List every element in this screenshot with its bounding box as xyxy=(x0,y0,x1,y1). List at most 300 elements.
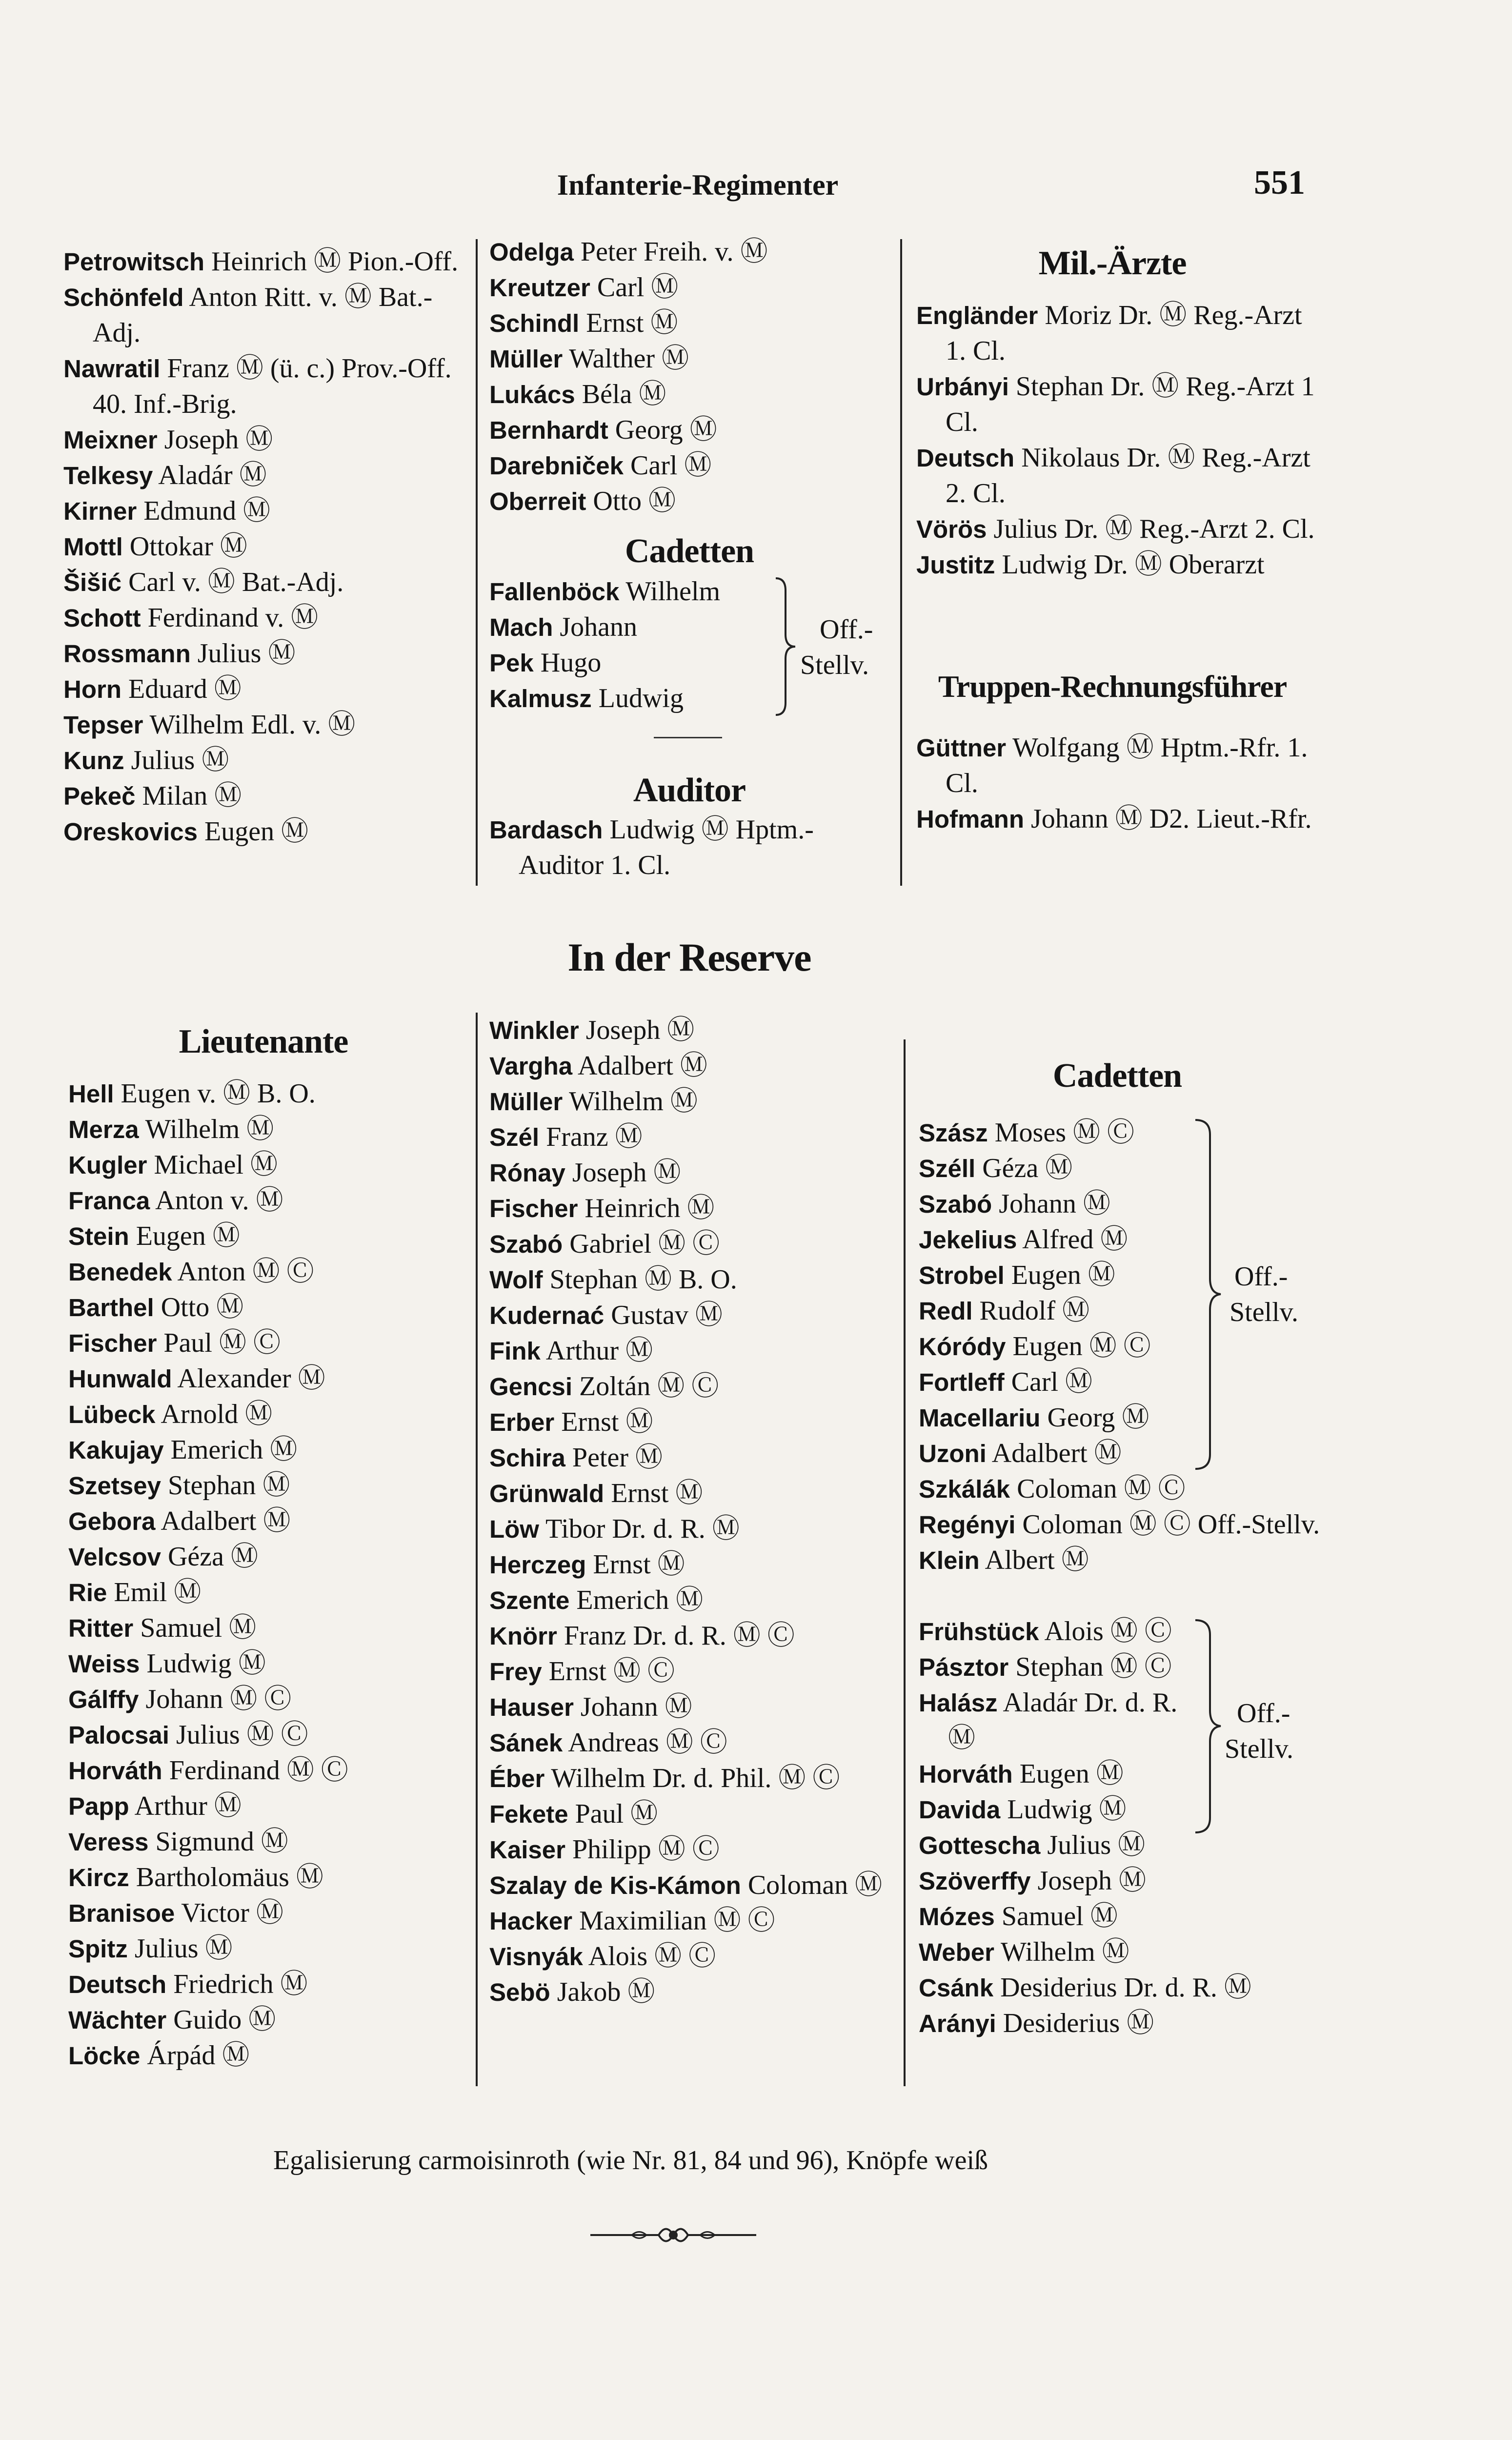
entry-surname: Franca xyxy=(68,1187,150,1215)
list-item xyxy=(919,1649,1202,1685)
entry-surname: Fischer xyxy=(489,1195,578,1222)
list-item xyxy=(68,1076,468,1112)
entry-details: Edmund Ⓜ xyxy=(143,496,270,526)
entry-surname: Szöverffy xyxy=(919,1867,1031,1895)
entry-details: Julius Ⓜ xyxy=(131,745,229,775)
entry-surname: Grünwald xyxy=(489,1480,605,1507)
entry-details: Coloman Ⓜ xyxy=(747,1870,883,1900)
entry-details: Heinrich Ⓜ Pion.-Off. xyxy=(211,246,459,277)
list-item xyxy=(63,351,464,422)
entry-surname: Szetsey xyxy=(68,1472,161,1500)
entry-surname: Kaiser xyxy=(489,1836,565,1864)
entry-details: Eugen Ⓜ Ⓒ xyxy=(1012,1331,1151,1362)
entry-details: Ferdinand v. Ⓜ xyxy=(147,603,319,633)
entry-details: Desiderius Ⓜ xyxy=(1003,2008,1154,2038)
entry-details: Stephan Ⓜ xyxy=(167,1470,290,1501)
entry-surname: Sánek xyxy=(489,1729,563,1757)
entry-details: Andreas Ⓜ Ⓒ xyxy=(568,1728,727,1758)
list-item xyxy=(916,547,1321,583)
entry-surname: Wolf xyxy=(489,1266,543,1294)
entry-details: Georg Ⓜ xyxy=(1047,1403,1149,1433)
entry-details: Aladár Dr. d. R. Ⓜ xyxy=(948,1688,1178,1753)
entry-surname: Herczeg xyxy=(489,1551,586,1579)
list-item xyxy=(489,1333,894,1369)
column-rule xyxy=(904,1039,906,2086)
entry-surname: Nawratil xyxy=(63,355,161,383)
entry-details: Géza Ⓜ xyxy=(167,1542,258,1572)
entry-details: Ludwig Dr. Ⓜ Oberarzt xyxy=(1002,549,1265,580)
entry-details: Ottokar Ⓜ xyxy=(129,531,247,562)
list-item xyxy=(919,1863,1324,1899)
column-rule xyxy=(476,1013,478,2086)
entry-surname: Rónay xyxy=(489,1159,565,1187)
entry-surname: Müller xyxy=(489,345,563,373)
entry-details: Zoltán Ⓜ Ⓒ xyxy=(579,1371,719,1402)
list-item xyxy=(919,1792,1202,1828)
entry-details: Ludwig Ⓜ xyxy=(146,1648,266,1679)
list-item xyxy=(68,1931,468,1967)
list-item xyxy=(489,1974,894,2010)
list-item xyxy=(916,298,1321,369)
entry-details: Michael Ⓜ xyxy=(154,1150,278,1180)
entry-details: Adalbert Ⓜ xyxy=(991,1438,1122,1468)
cadetten-note: Off.- Stellv. xyxy=(800,614,873,680)
list-item xyxy=(68,1539,468,1575)
list-item xyxy=(489,1939,894,1974)
entry-details: Alfred Ⓜ xyxy=(1022,1224,1128,1255)
list-item xyxy=(63,493,464,529)
entry-surname: Sebö xyxy=(489,1978,550,2006)
entry-surname: Redl xyxy=(919,1297,973,1325)
entry-surname: Szalay de Kis-Kámon xyxy=(489,1871,741,1899)
list-item xyxy=(489,1511,894,1547)
entry-details: Anton Ritt. v. Ⓜ Bat.-Adj. xyxy=(93,282,433,348)
entry-surname: Meixner xyxy=(63,426,158,454)
entry-surname: Knörr xyxy=(489,1622,557,1650)
entry-details: Ernst Ⓜ xyxy=(611,1478,703,1508)
entry-surname: Hell xyxy=(68,1080,114,1108)
entry-surname: Schindl xyxy=(489,309,580,337)
list-item xyxy=(919,2006,1324,2041)
list-item xyxy=(489,1618,894,1654)
entry-details: Peter Freih. v. Ⓜ xyxy=(580,237,768,267)
entry-surname: Gottescha xyxy=(919,1831,1041,1859)
entry-details: Arthur Ⓜ xyxy=(545,1336,653,1366)
divider xyxy=(654,737,722,738)
entry-surname: Hacker xyxy=(489,1907,573,1935)
mil-aerzte-list xyxy=(916,298,1321,583)
entry-details: Géza Ⓜ xyxy=(982,1153,1073,1183)
entry-surname: Deutsch xyxy=(68,1971,167,1998)
entry-details: Béla Ⓜ xyxy=(582,379,666,409)
entry-surname: Mottl xyxy=(63,533,123,561)
entry-details: Emerich Ⓜ xyxy=(576,1585,704,1615)
list-item xyxy=(68,1860,468,1895)
running-header-title: Infanterie-Regimenter xyxy=(557,169,839,201)
page-number: 551 xyxy=(1254,164,1305,202)
entry-surname: Pekeč xyxy=(63,782,136,810)
list-item xyxy=(63,600,464,636)
list-item xyxy=(489,484,889,519)
list-item xyxy=(68,1717,468,1753)
list-item xyxy=(919,1222,1211,1258)
list-item xyxy=(68,1325,468,1361)
list-item xyxy=(489,812,889,883)
list-item xyxy=(919,1543,1324,1578)
entry-details: Carl v. Ⓜ Bat.-Adj. xyxy=(128,567,344,597)
list-item xyxy=(489,610,763,645)
cadetten-reserve-group-2 xyxy=(919,1614,1202,1828)
entry-details: Adalbert Ⓜ xyxy=(161,1506,291,1536)
entry-surname: Rossmann xyxy=(63,640,191,668)
entry-details: Wilhelm Ⓜ xyxy=(569,1086,698,1117)
list-item xyxy=(489,1547,894,1583)
entry-details: Wilhelm Edl. v. Ⓜ xyxy=(149,710,356,740)
entry-details: Wilhelm Ⓜ xyxy=(1000,1937,1129,1967)
entry-surname: Kircz xyxy=(68,1864,129,1891)
entry-surname: Horn xyxy=(63,675,121,703)
entry-surname: Müller xyxy=(489,1088,563,1116)
list-item xyxy=(916,730,1321,801)
list-item xyxy=(68,1290,468,1325)
entry-surname: Odelga xyxy=(489,238,574,266)
entry-surname: Oreskovics xyxy=(63,818,198,846)
entry-details: Eugen Ⓜ xyxy=(136,1221,240,1251)
list-item xyxy=(63,244,464,280)
list-item xyxy=(68,1254,468,1290)
list-item xyxy=(489,1084,894,1119)
list-item xyxy=(489,448,889,484)
entry-details: Georg Ⓜ xyxy=(615,415,717,445)
list-item xyxy=(68,1397,468,1432)
list-item xyxy=(489,377,889,412)
entry-surname: Gencsi xyxy=(489,1373,573,1401)
entry-details: Franz Ⓜ xyxy=(546,1122,643,1152)
entry-surname: Weiss xyxy=(68,1650,140,1678)
entry-surname: Veress xyxy=(68,1828,149,1856)
list-item xyxy=(919,1685,1202,1756)
list-item xyxy=(489,645,763,681)
entry-details: Julius Ⓜ Ⓒ xyxy=(176,1720,308,1750)
entry-details: Gabriel Ⓜ Ⓒ xyxy=(569,1229,720,1259)
list-item xyxy=(68,1219,468,1254)
list-item xyxy=(68,1610,468,1646)
entry-surname: Éber xyxy=(489,1765,545,1792)
entry-surname: Justitz xyxy=(916,551,995,579)
entry-details: Eugen Ⓜ xyxy=(1019,1759,1124,1789)
entry-surname: Mach xyxy=(489,613,553,641)
list-item xyxy=(68,1468,468,1504)
entry-surname: Mózes xyxy=(919,1903,995,1931)
entry-surname: Gálffy xyxy=(68,1686,139,1713)
entry-details: Franz Dr. d. R. Ⓜ Ⓒ xyxy=(564,1621,795,1651)
entry-details: Walther Ⓜ xyxy=(569,344,689,374)
entry-surname: Löcke xyxy=(68,2042,141,2070)
entry-details: Ludwig Ⓜ xyxy=(1007,1794,1127,1825)
list-item xyxy=(489,1191,894,1226)
entry-details: Stephan Ⓜ B. O. xyxy=(549,1264,737,1295)
entry-surname: Gebora xyxy=(68,1507,156,1535)
entry-details: Ludwig Ⓜ Hptm.-Auditor 1. Cl. xyxy=(519,814,814,880)
entry-details: Ernst Ⓜ xyxy=(561,1407,653,1437)
entry-surname: Urbányi xyxy=(916,373,1009,401)
entry-surname: Jekelius xyxy=(919,1226,1017,1254)
entry-details: Julius Ⓜ xyxy=(197,638,296,669)
auditor-list xyxy=(489,812,889,883)
entry-surname: Schott xyxy=(63,604,141,632)
entry-details: Eduard Ⓜ xyxy=(128,674,242,704)
entry-surname: Hofmann xyxy=(916,805,1024,833)
entry-details: Wolfgang Ⓜ Hptm.-Rfr. 1. Cl. xyxy=(946,732,1308,798)
list-item xyxy=(68,1432,468,1468)
entry-surname: Szabó xyxy=(919,1190,992,1218)
entry-surname: Darebniček xyxy=(489,452,624,480)
list-item xyxy=(489,1476,894,1511)
list-item xyxy=(919,1115,1211,1151)
entry-details: Carl Ⓜ xyxy=(1011,1367,1093,1397)
entry-surname: Csánk xyxy=(919,1974,994,2002)
entry-surname: Kugler xyxy=(68,1151,147,1179)
entry-surname: Horváth xyxy=(68,1757,162,1785)
cadetten-reserve-heading: Cadetten xyxy=(1052,1057,1182,1095)
list-item xyxy=(68,1824,468,1860)
entry-details: Wilhelm xyxy=(625,576,721,607)
entry-details: Maximilian Ⓜ Ⓒ xyxy=(579,1906,775,1936)
list-item xyxy=(63,707,464,743)
list-item xyxy=(489,1689,894,1725)
list-item xyxy=(489,1013,894,1048)
entry-details: Friedrich Ⓜ xyxy=(173,1969,308,1999)
column-rule xyxy=(476,239,478,886)
entry-surname: Stein xyxy=(68,1222,129,1250)
entry-surname: Bardasch xyxy=(489,816,603,844)
entry-surname: Klein xyxy=(919,1546,980,1574)
list-item xyxy=(489,1761,894,1796)
list-item xyxy=(919,1293,1211,1329)
entry-surname: Fekete xyxy=(489,1800,568,1828)
list-item xyxy=(489,1155,894,1191)
entry-details: Ludwig xyxy=(598,683,684,713)
entry-surname: Széll xyxy=(919,1155,976,1182)
entry-details: Hugo xyxy=(540,648,602,678)
entry-surname: Weber xyxy=(919,1938,994,1966)
group-2-brace xyxy=(1190,1618,1225,1840)
entry-surname: Pásztor xyxy=(919,1653,1009,1681)
entry-surname: Šišić xyxy=(63,569,122,596)
list-item xyxy=(919,1970,1324,2006)
entry-details: Joseph Ⓜ xyxy=(572,1158,681,1188)
list-item xyxy=(63,422,464,458)
entry-details: Johann xyxy=(560,612,638,642)
entry-surname: Kóródy xyxy=(919,1333,1006,1361)
entry-details: Árpád Ⓜ xyxy=(147,2040,250,2071)
entry-details: Albert Ⓜ xyxy=(985,1545,1089,1575)
entry-surname: Kirner xyxy=(63,497,137,525)
list-item xyxy=(919,1436,1211,1471)
list-item xyxy=(68,1147,468,1183)
list-item xyxy=(489,270,889,305)
list-item xyxy=(68,1789,468,1824)
column-2-reserve-list xyxy=(489,1013,894,2010)
entry-surname: Kakujay xyxy=(68,1436,164,1464)
entry-surname: Ritter xyxy=(68,1614,134,1642)
entry-details: Joseph Ⓜ xyxy=(1037,1866,1147,1896)
list-item xyxy=(919,1828,1324,1863)
list-item xyxy=(489,1903,894,1939)
entry-details: Otto Ⓜ xyxy=(161,1292,244,1322)
entry-details: Otto Ⓜ xyxy=(593,486,676,516)
entry-surname: Branisoe xyxy=(68,1899,175,1927)
cadetten-reserve-middle xyxy=(919,1471,1324,1578)
entry-surname: Fink xyxy=(489,1337,541,1365)
entry-surname: Szász xyxy=(919,1119,988,1147)
entry-surname: Frey xyxy=(489,1658,542,1686)
entry-details: Alois Ⓜ Ⓒ xyxy=(1044,1616,1172,1647)
truppen-list xyxy=(916,730,1321,837)
entry-details: Franz Ⓜ (ü. c.) Prov.-Off. 40. Inf.-Brig. xyxy=(93,353,452,419)
truppen-heading: Truppen-Rechnungsführer xyxy=(938,669,1287,704)
entry-details: Victor Ⓜ xyxy=(181,1898,283,1928)
entry-details: Milan Ⓜ xyxy=(142,781,242,811)
entry-surname: Szkálák xyxy=(919,1475,1010,1503)
column-2-top-list xyxy=(489,234,889,519)
entry-surname: Halász xyxy=(919,1689,998,1717)
list-item xyxy=(63,529,464,565)
entry-details: Bartholomäus Ⓜ xyxy=(136,1862,323,1892)
entry-surname: Winkler xyxy=(489,1017,579,1044)
entry-surname: Szente xyxy=(489,1586,570,1614)
list-item xyxy=(919,1756,1202,1792)
list-item xyxy=(919,1614,1202,1649)
entry-details: Arthur Ⓜ xyxy=(134,1791,242,1821)
entry-surname: Benedek xyxy=(68,1258,172,1286)
list-item xyxy=(68,1753,468,1789)
entry-details: Julius Ⓜ xyxy=(1047,1830,1146,1860)
list-item xyxy=(919,1934,1324,1970)
list-item xyxy=(489,1369,894,1404)
entry-details: Anton v. Ⓜ xyxy=(155,1185,283,1216)
entry-details: Ernst Ⓜ Ⓒ xyxy=(548,1656,675,1687)
entry-surname: Erber xyxy=(489,1408,555,1436)
entry-surname: Horváth xyxy=(919,1760,1013,1788)
list-item xyxy=(489,412,889,448)
list-item xyxy=(489,341,889,377)
list-item xyxy=(68,1646,468,1682)
entry-surname: Visnyák xyxy=(489,1943,583,1971)
entry-surname: Strobel xyxy=(919,1261,1005,1289)
entry-details: Gustav Ⓜ xyxy=(611,1300,723,1330)
entry-surname: Hunwald xyxy=(68,1365,172,1393)
group-1-note: Off.- Stellv. xyxy=(1230,1261,1299,1327)
entry-details: Johann Ⓜ Ⓒ xyxy=(145,1684,292,1714)
entry-details: Aladár Ⓜ xyxy=(158,460,267,490)
entry-details: Eugen Ⓜ xyxy=(204,816,309,847)
entry-surname: Kreutzer xyxy=(489,274,590,302)
entry-details: Adalbert Ⓜ xyxy=(578,1051,707,1081)
entry-surname: Spitz xyxy=(68,1935,128,1963)
list-item xyxy=(489,1583,894,1618)
list-item xyxy=(68,1504,468,1539)
list-item xyxy=(919,1258,1211,1293)
entry-surname: Fortleff xyxy=(919,1368,1005,1396)
entry-surname: Kudernać xyxy=(489,1301,605,1329)
reserve-heading: In der Reserve xyxy=(567,935,811,979)
entry-surname: Petrowitsch xyxy=(63,248,205,276)
entry-surname: Szabó xyxy=(489,1230,563,1258)
list-item xyxy=(919,1329,1211,1364)
entry-details: Nikolaus Dr. Ⓜ Reg.-Arzt 2. Cl. xyxy=(946,443,1310,508)
entry-surname: Kunz xyxy=(63,747,124,774)
entry-surname: Lübeck xyxy=(68,1401,156,1428)
entry-surname: Fallenböck xyxy=(489,578,620,606)
entry-details: Carl Ⓜ xyxy=(630,450,712,481)
list-item xyxy=(68,2038,468,2074)
entry-surname: Oberreit xyxy=(489,488,586,515)
list-item xyxy=(919,1186,1211,1222)
list-item xyxy=(63,458,464,493)
list-item xyxy=(919,1507,1324,1543)
list-item xyxy=(919,1400,1211,1436)
column-1-top-list xyxy=(63,244,464,850)
entry-details: Eugen Ⓜ xyxy=(1011,1260,1115,1290)
entry-surname: Velcsov xyxy=(68,1543,161,1571)
entry-details: Ernst Ⓜ xyxy=(586,308,678,338)
list-item xyxy=(68,1112,468,1147)
entry-surname: Telkesy xyxy=(63,462,153,489)
entry-surname: Bernhardt xyxy=(489,416,608,444)
entry-surname: Uzoni xyxy=(919,1440,987,1467)
entry-details: Tibor Dr. d. R. Ⓜ xyxy=(545,1514,740,1544)
ornament-rule-icon xyxy=(585,2218,761,2255)
entry-details: Alois Ⓜ Ⓒ xyxy=(588,1941,716,1972)
entry-surname: Rie xyxy=(68,1579,107,1606)
list-item xyxy=(489,681,763,716)
list-item xyxy=(68,1682,468,1717)
entry-details: Alexander Ⓜ xyxy=(177,1363,325,1394)
cadetten-brace xyxy=(771,576,800,720)
entry-details: Paul Ⓜ Ⓒ xyxy=(163,1328,281,1358)
list-item xyxy=(916,511,1321,547)
mil-aerzte-heading: Mil.-Ärzte xyxy=(1038,244,1187,282)
list-item xyxy=(916,369,1321,440)
entry-surname: Schira xyxy=(489,1444,565,1472)
list-item xyxy=(916,801,1321,837)
entry-surname: Fischer xyxy=(68,1329,157,1357)
cadetten-reserve-group-1 xyxy=(919,1115,1211,1471)
entry-details: Heinrich Ⓜ xyxy=(585,1193,715,1223)
entry-surname: Pek xyxy=(489,649,534,677)
list-item xyxy=(489,1796,894,1832)
entry-surname: Löw xyxy=(489,1515,539,1543)
entry-details: Carl Ⓜ xyxy=(597,272,679,303)
entry-surname: Wächter xyxy=(68,2006,167,2034)
entry-details: Samuel Ⓜ xyxy=(140,1613,257,1643)
list-item xyxy=(489,1654,894,1689)
list-item xyxy=(919,1899,1324,1934)
entry-surname: Lukács xyxy=(489,381,575,408)
entry-details: Coloman Ⓜ Ⓒ xyxy=(1017,1474,1186,1504)
group-2-note: Off.- Stellv. xyxy=(1225,1698,1294,1764)
entry-surname: Barthel xyxy=(68,1294,154,1322)
entry-details: Johann Ⓜ D2. Lieut.-Rfr. xyxy=(1030,804,1312,834)
list-item xyxy=(919,1364,1211,1400)
group-1-brace xyxy=(1190,1118,1225,1474)
list-item xyxy=(63,743,464,778)
entry-surname: Merza xyxy=(68,1116,139,1143)
list-item xyxy=(68,2002,468,2038)
entry-details: Joseph Ⓜ xyxy=(164,425,273,455)
list-item xyxy=(489,1226,894,1262)
